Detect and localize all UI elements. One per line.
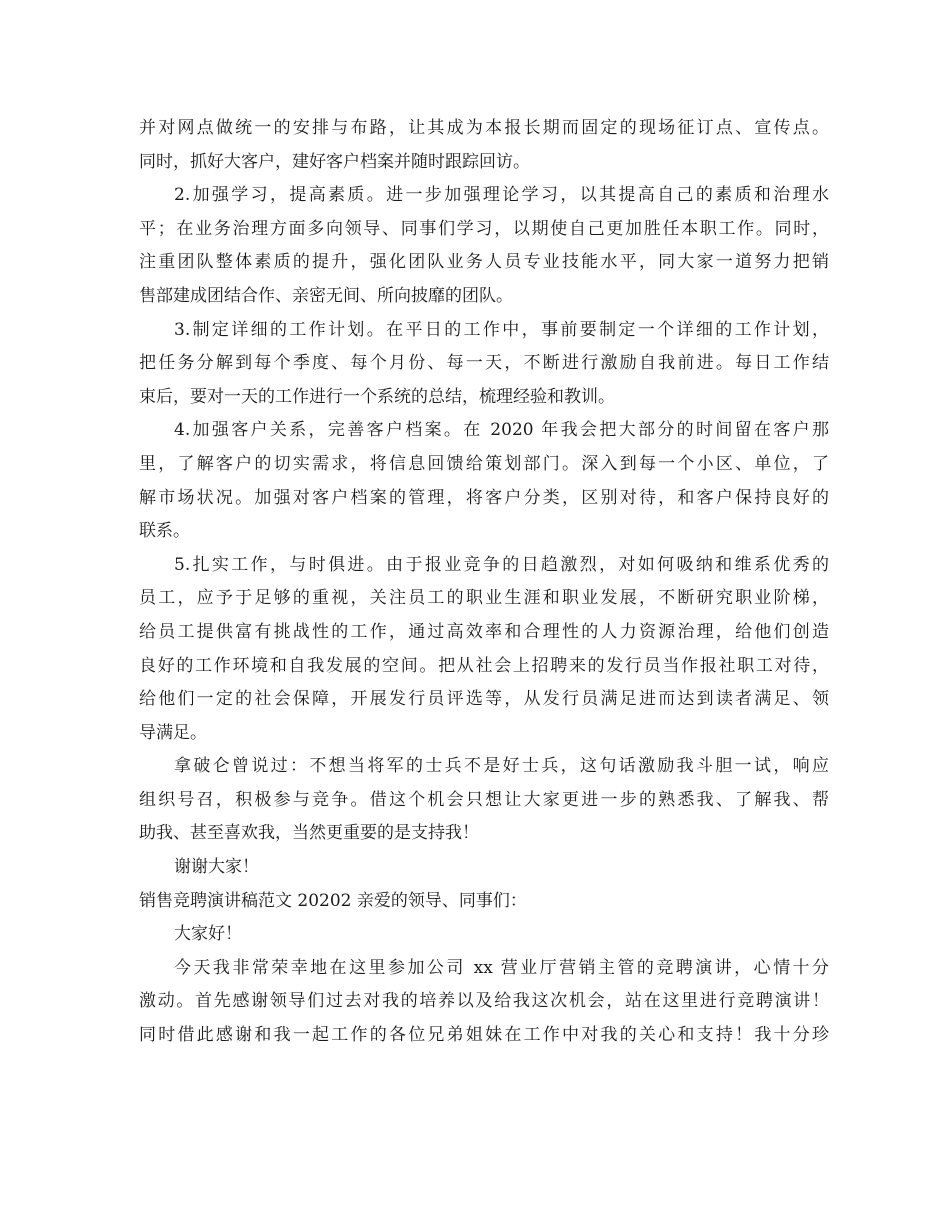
text-line: 员工，应予于足够的重视，关注员工的职业生涯和职业发展，不断研究职业阶梯， (139, 588, 829, 609)
text-line: 销售竞聘演讲稿范文 20202 亲爱的领导、同事们： (139, 890, 527, 911)
text-line: 组织号召，积极参与竞争。借这个机会只想让大家更进一步的熟悉我、了解我、帮 (139, 789, 829, 810)
text-line: 导满足。 (139, 722, 207, 743)
text-line: 3.制定详细的工作计划。在平日的工作中，事前要制定一个详细的工作计划， (174, 319, 829, 340)
text-line: 5.扎实工作，与时俱进。由于报业竞争的日趋激烈，对如何吸纳和维系优秀的 (174, 554, 829, 575)
text-line: 给员工提供富有挑战性的工作，通过高效率和合理性的人力资源治理，给他们创造 (139, 621, 829, 642)
text-line: 激动。首先感谢领导们过去对我的培养以及给我这次机会，站在这里进行竞聘演讲！ (139, 991, 829, 1012)
text-line: 同时，抓好大客户，建好客户档案并随时跟踪回访。 (139, 151, 530, 172)
text-line: 联系。 (139, 521, 190, 542)
text-line: 助我、甚至喜欢我，当然更重要的是支持我！ (139, 823, 479, 844)
text-line: 并对网点做统一的安排与布路，让其成为本报长期而固定的现场征订点、宣传点。 (139, 118, 829, 138)
text-line: 4.加强客户关系，完善客户档案。在 2020 年我会把大部分的时间留在客户那 (174, 420, 829, 441)
text-line: 给他们一定的社会保障，开展发行员评选等，从发行员满足进而达到读者满足、领 (139, 689, 829, 710)
text-line: 束后，要对一天的工作进行一个系统的总结，梳理经验和教训。 (139, 386, 615, 407)
text-line: 大家好！ (174, 924, 242, 945)
text-line: 2.加强学习，提高素质。进一步加强理论学习，以其提高自己的素质和治理水 (174, 185, 829, 206)
document-body (139, 112, 829, 1053)
text-line: 把任务分解到每个季度、每个月份、每一天，不断进行激励自我前进。每日工作结 (139, 353, 829, 374)
text-line: 良好的工作环境和自我发展的空间。把从社会上招聘来的发行员当作报社职工对待， (139, 655, 829, 676)
text-line: 今天我非常荣幸地在这里参加公司 xx 营业厅营销主管的竞聘演讲，心情十分 (174, 957, 829, 978)
text-line: 同时借此感谢和我一起工作的各位兄弟姐妹在工作中对我的关心和支持！我十分珍 (139, 1025, 829, 1046)
text-line: 谢谢大家！ (174, 857, 259, 878)
text-line: 售部建成团结合作、亲密无间、所向披靡的团队。 (139, 285, 513, 306)
text-line: 解市场状况。加强对客户档案的管理，将客户分类，区别对待，和客户保持良好的 (139, 487, 829, 508)
text-line: 注重团队整体素质的提升，强化团队业务人员专业技能水平，同大家一道努力把销 (139, 252, 829, 273)
text-line: 拿破仑曾说过：不想当将军的士兵不是好士兵，这句话激励我斗胆一试，响应 (174, 756, 829, 777)
text-line: 平；在业务治理方面多向领导、同事们学习，以期使自己更加胜任本职工作。同时， (139, 218, 829, 239)
text-line: 里，了解客户的切实需求，将信息回馈给策划部门。深入到每一个小区、单位，了 (139, 453, 829, 474)
